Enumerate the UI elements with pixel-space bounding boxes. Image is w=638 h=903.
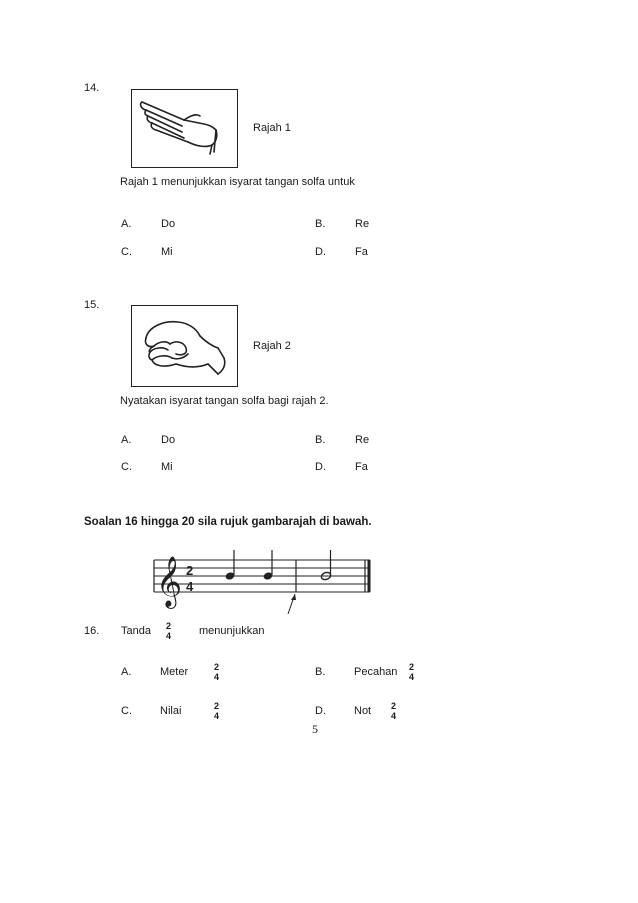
- q14-option-d-letter: D.: [315, 246, 326, 258]
- fraction-top: 2: [166, 621, 172, 631]
- fraction-top: 2: [409, 662, 415, 672]
- page-number: 5: [312, 722, 318, 736]
- q14-option-b-text[interactable]: Re: [355, 218, 370, 230]
- q16-option-a-letter: A.: [121, 666, 132, 678]
- fraction-bottom: 4: [214, 711, 220, 721]
- figure-rajah-2: [131, 305, 238, 387]
- q16-option-d-letter: D.: [315, 705, 326, 717]
- q16-option-d-text[interactable]: Not: [354, 705, 372, 717]
- staff-time-signature-bottom: 4: [186, 579, 194, 594]
- q14-option-b-letter: B.: [315, 218, 326, 230]
- fraction-bottom: 4: [214, 672, 220, 682]
- q15-option-a-text[interactable]: Do: [161, 434, 176, 446]
- q14-option-c-text[interactable]: Mi: [161, 246, 173, 258]
- q16-option-a-text[interactable]: Meter: [160, 666, 189, 678]
- q16-stem-fraction: [166, 621, 171, 641]
- q15-option-c-letter: C.: [121, 461, 132, 473]
- figure-label-rajah-1: Rajah 1: [253, 122, 291, 134]
- fraction-bottom: 4: [409, 672, 415, 682]
- fraction-bottom: 4: [166, 631, 172, 641]
- q14-option-c-letter: C.: [121, 246, 132, 258]
- fraction-bottom: 4: [391, 711, 397, 721]
- q15-option-b-letter: B.: [315, 434, 326, 446]
- q15-option-c-text[interactable]: Mi: [161, 461, 173, 473]
- q15-option-b-text[interactable]: Re: [355, 434, 370, 446]
- q14-option-d-text[interactable]: Fa: [355, 246, 368, 258]
- q16-option-b-fraction: [409, 662, 414, 682]
- q16-option-c-letter: C.: [121, 705, 132, 717]
- q16-option-b-letter: B.: [315, 666, 326, 678]
- q14-stem: Rajah 1 menunjukkan isyarat tangan solfa untuk: [120, 176, 355, 188]
- hand-sign-mi-icon: [132, 306, 237, 386]
- q15-option-d-letter: D.: [315, 461, 326, 473]
- q16-stem-before: Tanda: [121, 625, 151, 637]
- q15-number: 15.: [84, 299, 100, 311]
- arrow-head-icon: [291, 594, 296, 600]
- staff-time-signature-top: 2: [186, 563, 194, 578]
- fraction-top: 2: [214, 662, 220, 672]
- q16-option-c-text[interactable]: Nilai: [160, 705, 182, 717]
- treble-clef-icon: 𝄞: [156, 556, 183, 607]
- figure-rajah-1: [131, 89, 238, 168]
- music-staff-figure: [150, 548, 375, 618]
- q14-option-a-letter: A.: [121, 218, 132, 230]
- q15-stem: Nyatakan isyarat tangan solfa bagi rajah 2.: [120, 395, 329, 407]
- q16-option-b-text[interactable]: Pecahan: [354, 666, 398, 678]
- q16-stem-after: menunjukkan: [199, 625, 265, 637]
- q16-option-d-fraction: [391, 701, 396, 721]
- q15-option-d-text[interactable]: Fa: [355, 461, 368, 473]
- figure-label-rajah-2: Rajah 2: [253, 340, 291, 352]
- q16-option-a-fraction: [214, 662, 219, 682]
- q16-number: 16.: [84, 625, 100, 637]
- q14-option-a-text[interactable]: Do: [161, 218, 176, 230]
- q16-option-c-fraction: [214, 701, 219, 721]
- fraction-top: 2: [391, 701, 397, 711]
- fraction-top: 2: [214, 701, 220, 711]
- q14-number: 14.: [84, 82, 100, 94]
- hand-sign-re-icon: [132, 90, 237, 167]
- q15-option-a-letter: A.: [121, 434, 132, 446]
- section-heading: Soalan 16 hingga 20 sila rujuk gambarajah di bawah.: [84, 516, 372, 528]
